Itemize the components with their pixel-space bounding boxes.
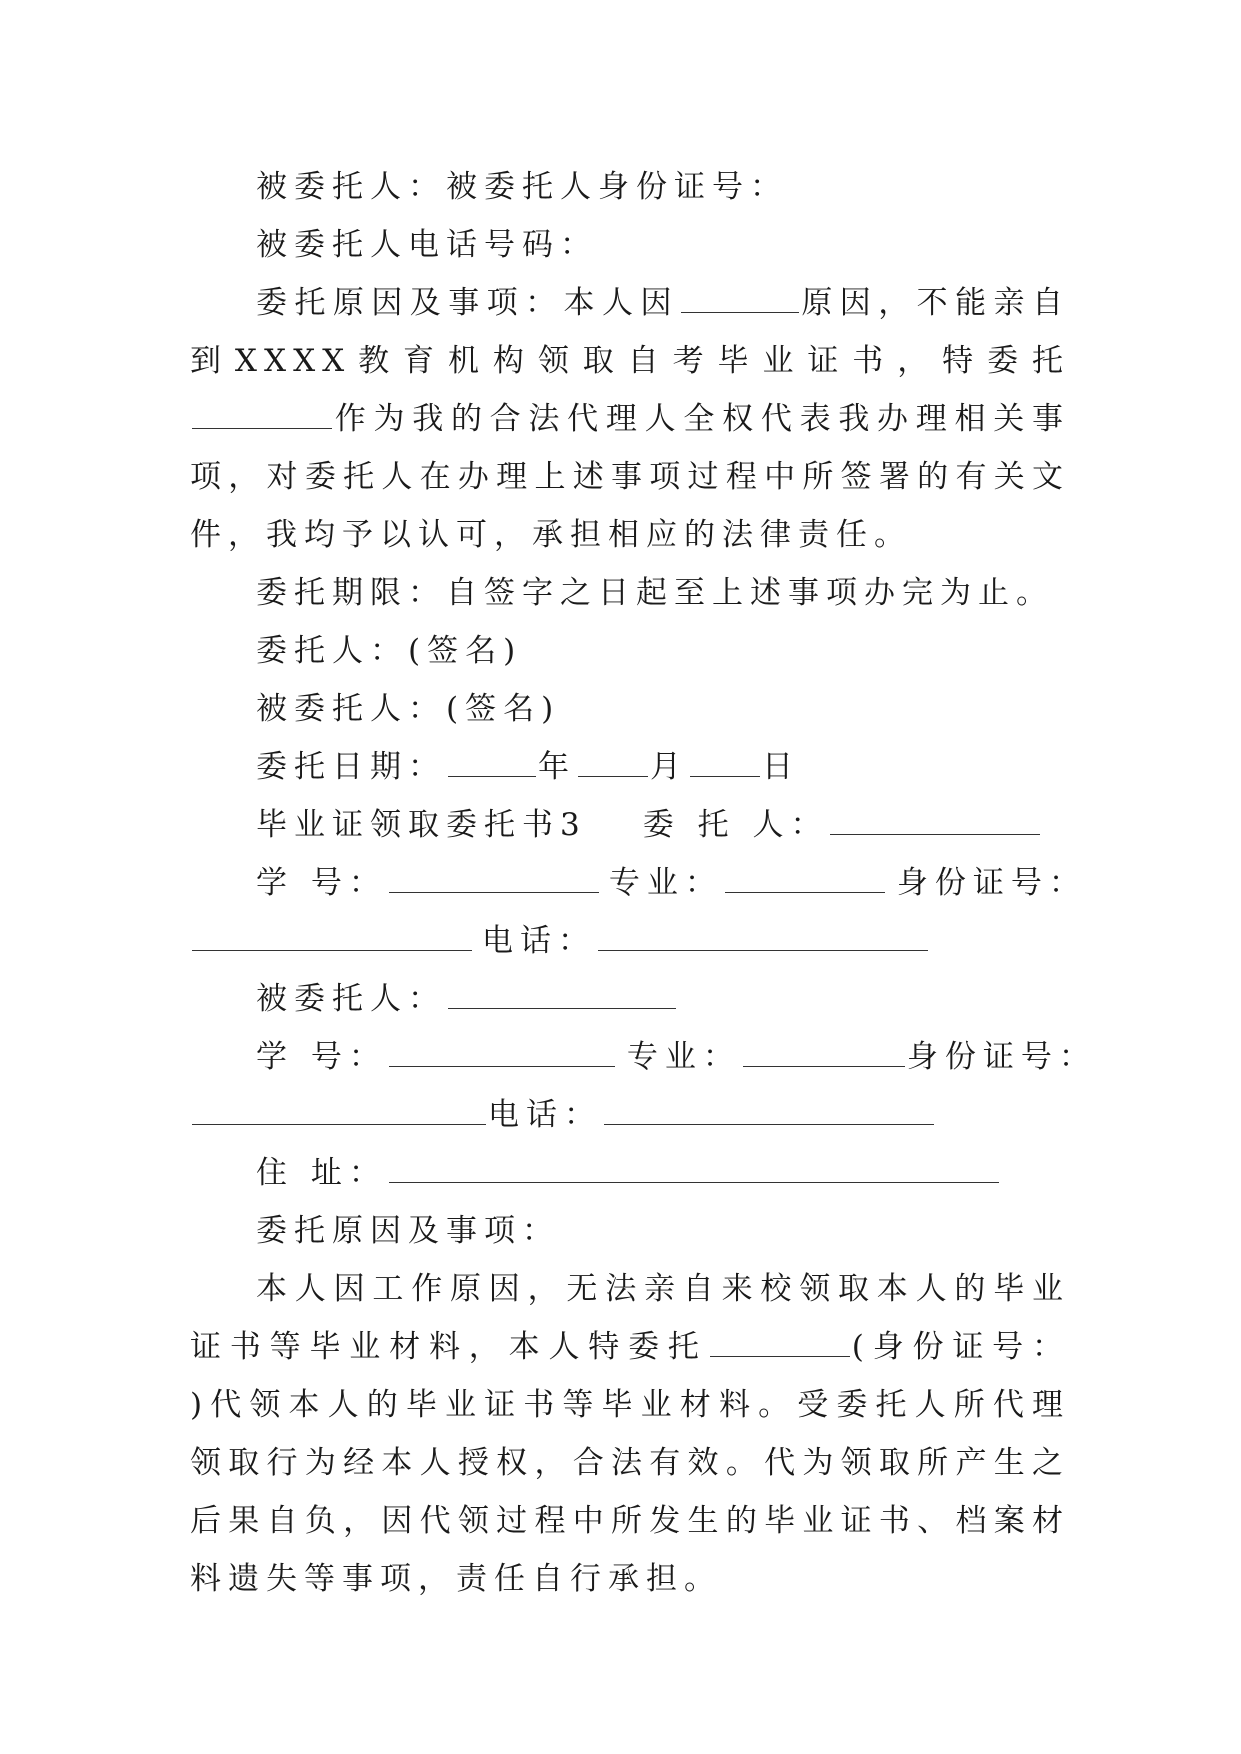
phone-label-2: 电话： [488,1097,602,1133]
phone-label: 电话： [482,923,596,959]
entrusted-phone-line [190,216,1070,274]
reason-text-b: 原因，不能亲自到XXXX教育机构领取自考毕业证书，特委托 [190,285,1071,379]
entrusted-phone-line-2 [190,1086,1070,1144]
major-label: 专业： [608,865,723,901]
student-no-blank[interactable] [389,864,599,893]
entrusted-id-line [190,158,1070,216]
year-blank[interactable] [448,748,536,777]
entrusted-phone-text: 被委托人电话号码： [256,227,598,263]
entrusted-info-line [190,1028,1097,1086]
id-blank[interactable] [192,922,472,951]
entrustor-label: 委 托 人： [642,807,829,843]
period-line [190,564,1070,622]
year-label: 年 [538,749,576,785]
month-blank[interactable] [578,748,648,777]
reason-label: 委托原因及事项： [256,1213,560,1249]
date-line [190,738,1070,796]
major-blank[interactable] [725,864,885,893]
entrustor-blank[interactable] [830,806,1040,835]
reason-blank[interactable] [681,284,799,313]
entrustor-phone-line [190,912,1070,970]
date-label: 委托日期： [256,749,446,785]
auth-text-a: 本人因工作原因，无法亲自来校领取本人的毕业证书等毕业材料，本人特委托 [190,1271,1070,1365]
month-label: 月 [650,749,688,785]
reason-text-a: 委托原因及事项：本人因 [256,285,679,321]
reason-text-c: 作为我的合法代理人全权代表我办理相关事项，对委托人在办理上述事项过程中所签署的有关文件，我均予以认可，承担相应的法律责任。 [190,401,1070,553]
student-no-blank-2[interactable] [389,1038,615,1067]
title3-line [190,796,1070,854]
entrusted-id-text: 被委托人：被委托人身份证号： [256,169,788,205]
address-blank[interactable] [389,1154,999,1183]
entrustor-info-line [190,854,1087,912]
entrustor-sign-text: 委托人：(签名) [256,633,523,669]
id-blank-2[interactable] [192,1096,486,1125]
student-no-label-2: 学 号： [256,1039,387,1075]
entrusted-label-line [190,970,1070,1028]
id-label: 身份证号： [896,865,1087,901]
title3-text: 毕业证领取委托书3 [256,807,587,843]
authorization-paragraph [190,1260,1070,1608]
proxy-name-blank[interactable] [710,1328,850,1357]
reason-label-line [190,1202,1070,1260]
day-blank[interactable] [690,748,760,777]
entrusted-sign-line [190,680,1070,738]
agent-name-blank[interactable] [192,400,332,429]
major-label-2: 专业： [626,1039,741,1075]
day-label: 日 [762,749,800,785]
entrusted-label: 被委托人： [256,981,446,1017]
document-body [190,158,1097,1608]
reason-paragraph [190,274,1070,564]
auth-text-b: (身份证号： )代领本人的毕业证书等毕业材料。受委托人所代理领取行为经本人授权，合法有效。代为领取所产生之后果自负，因代领过程中所发生的毕业证书、档案材料遗失等事项，责任自行承担。 [190,1329,1070,1597]
student-no-label: 学 号： [256,865,387,901]
address-label: 住 址： [256,1155,387,1191]
phone-blank-2[interactable] [604,1096,934,1125]
major-blank-2[interactable] [743,1038,905,1067]
entrusted-blank[interactable] [448,980,676,1009]
period-text: 委托期限：自签字之日起至上述事项办完为止。 [256,575,1054,611]
id-label-2: 身份证号： [906,1039,1097,1075]
address-line [190,1144,1070,1202]
entrusted-sign-text: 被委托人：(签名) [256,691,561,727]
phone-blank[interactable] [598,922,928,951]
entrustor-sign-line [190,622,1070,680]
